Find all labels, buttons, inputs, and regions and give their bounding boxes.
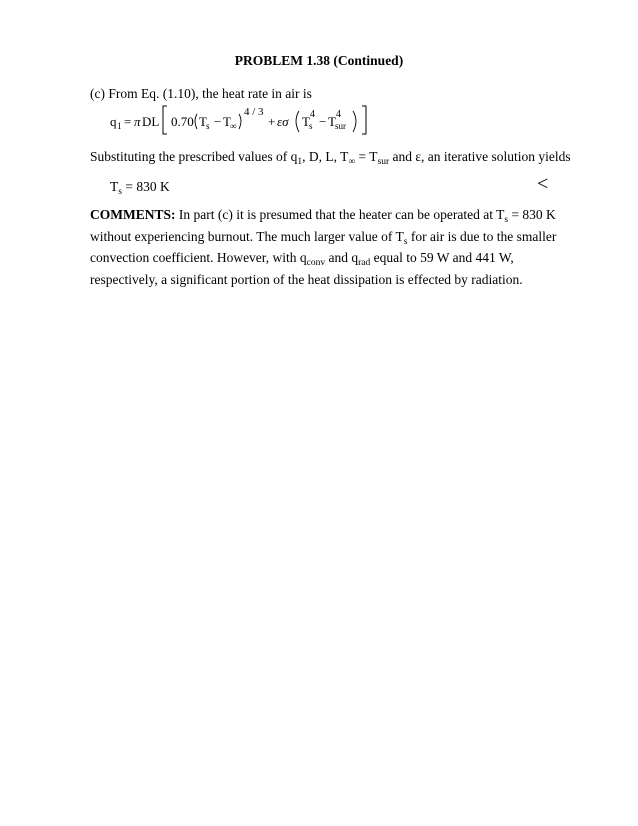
eq-tsur-pow: 4 <box>336 109 341 120</box>
eq-tinf-sub: ∞ <box>230 121 237 131</box>
substitution-line: Substituting the prescribed values of $q_1$, D, L, $T_\infty = T_{sur}$ and ε, an iterative solution yields <box>90 149 571 167</box>
eq-equals: = <box>124 114 132 129</box>
eq-lhs: q <box>110 114 117 129</box>
problem-title: PROBLEM 1.38 (Continued) <box>234 53 404 68</box>
eq-coef: 0.70 <box>171 114 194 129</box>
eq-right-paren <box>239 114 241 129</box>
eq-tsur: T <box>328 114 336 129</box>
heat-rate-equation <box>110 103 410 137</box>
eq-right-bracket <box>362 106 366 134</box>
eq-right-paren-2 <box>353 111 356 132</box>
eq-eps-sigma: εσ <box>277 114 289 129</box>
eq-lhs-sub: 1 <box>117 121 122 131</box>
eq-left-paren-2 <box>296 111 299 132</box>
eq-ts: T <box>199 114 207 129</box>
eq-exponent: 4 / 3 <box>244 106 264 118</box>
eq-minus-1: − <box>214 114 222 129</box>
comments-paragraph: COMMENTS: In part (c) it is presumed that the heater can be operated at $T_s = 830$ K without experiencing burnout. The much larger value of $T_s$ for air is due to the smaller convection coefficient. However, with $q_{conv}$ and $q_{rad}$ equal to 59 W and 441 W, respectively, a significant portion of the heat dissipation is effected by radiation. <box>90 207 557 287</box>
check-mark: < <box>537 173 549 195</box>
eq-tinf: T <box>223 114 231 129</box>
eq-ts-2-pow: 4 <box>310 109 315 120</box>
eq-dl: DL <box>142 114 160 129</box>
eq-ts-2: T <box>302 114 310 129</box>
part-c-intro: (c) From Eq. (1.10), the heat rate in air is <box>90 86 312 101</box>
eq-left-paren <box>195 114 197 129</box>
eq-minus-2: − <box>319 114 327 129</box>
eq-ts-2-sub: s <box>309 121 313 131</box>
eq-plus: + <box>268 114 276 129</box>
eq-pi: π <box>134 114 141 129</box>
eq-ts-sub: s <box>206 121 210 131</box>
comments-label: COMMENTS: <box>90 207 176 222</box>
result-line: $T_s = 830$ K <box>110 179 170 197</box>
eq-left-bracket <box>163 106 167 134</box>
eq-tsur-sub: sur <box>335 121 346 131</box>
